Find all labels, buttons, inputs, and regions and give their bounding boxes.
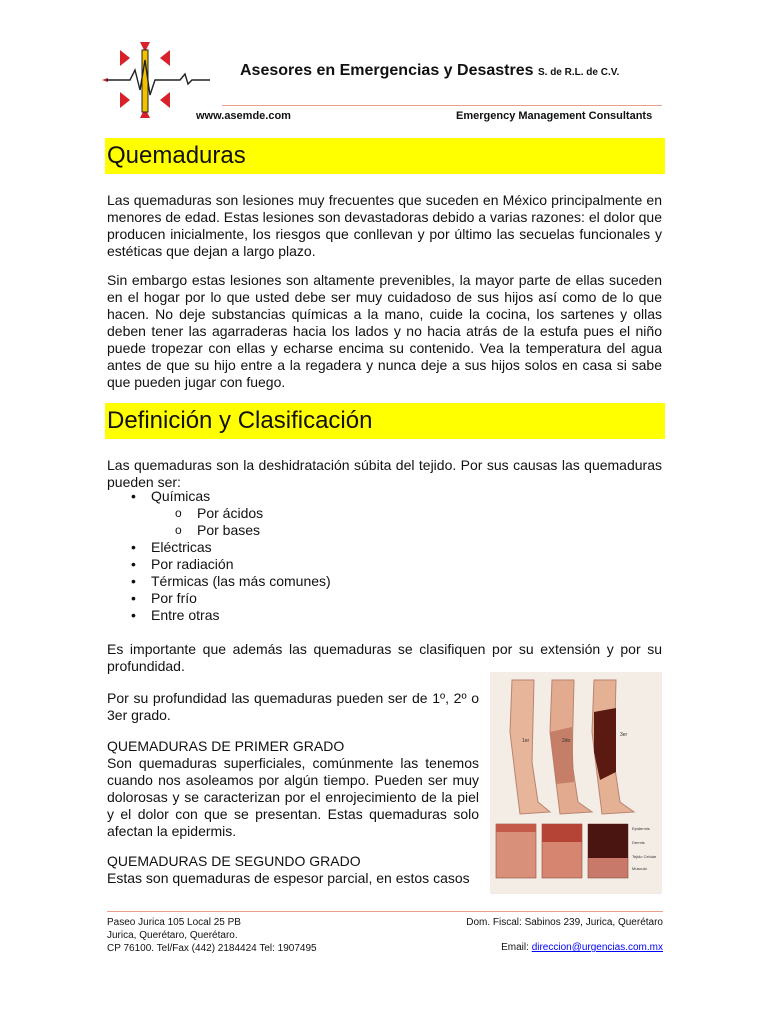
logo-pulse-line bbox=[106, 60, 210, 95]
second-degree-paragraph: Estas son quemaduras de espesor parcial, en estos casos bbox=[107, 870, 470, 886]
website-text: www.asemde.com bbox=[196, 110, 291, 122]
layer-label: Dermis bbox=[632, 840, 645, 845]
list-item: • Por radiación bbox=[107, 556, 507, 573]
logo-triangle-right-bottom bbox=[160, 92, 170, 108]
logo-triangle-left-top bbox=[120, 50, 130, 66]
email-label: Email: bbox=[501, 942, 529, 953]
section-heading-band bbox=[105, 403, 665, 439]
intro-paragraph: Las quemaduras son lesiones muy frecuentes que suceden en México principalmente en menores de edad. Estas lesiones son devastadoras debido a varias razones: el dolor que producen inicialmente, los riesgos que conllevan y por último las secuelas funcionales y estéticas que dejan a largo plazo. bbox=[107, 192, 662, 259]
address-line: Paseo Jurica 105 Local 25 PB bbox=[107, 917, 241, 928]
header-rule bbox=[222, 105, 662, 106]
logo-bar bbox=[142, 50, 148, 112]
list-item: • Eléctricas bbox=[107, 539, 507, 556]
company-logo bbox=[100, 40, 212, 120]
causes-list bbox=[107, 488, 507, 624]
address-line: CP 76100. Tel/Fax (442) 2184424 Tel: 1907495 bbox=[107, 943, 317, 954]
footer-fiscal: Dom. Fiscal: Sabinos 239, Jurica, Querétaro bbox=[466, 917, 663, 928]
list-item: o Por ácidos bbox=[107, 505, 507, 522]
charred-layer bbox=[588, 824, 628, 858]
footer-address bbox=[107, 916, 317, 955]
layer-label: Músculo bbox=[632, 866, 647, 871]
classification-paragraph: Es importante que además las quemaduras se clasifiquen por su extensión y por su profundidad. bbox=[107, 641, 662, 674]
layer-label: Tejido Celular bbox=[632, 854, 657, 859]
company-name: Asesores en Emergencias y Desastres S. de R.L. de C.V. bbox=[240, 62, 620, 79]
depth-paragraph: Por su profundidad las quemaduras pueden ser de 1º, 2º o 3er grado. bbox=[107, 690, 479, 723]
email-link[interactable]: direccion@urgencias.com.mx bbox=[531, 942, 663, 953]
skin-block-first bbox=[496, 824, 536, 878]
epidermis-layer bbox=[496, 824, 536, 832]
footer-email bbox=[501, 941, 663, 954]
definition-paragraph: Las quemaduras son la deshidratación súbita del tejido. Por sus causas las quemaduras pueden ser: bbox=[107, 457, 662, 490]
list-item: • Entre otras bbox=[107, 607, 507, 624]
blister-layer bbox=[542, 824, 582, 842]
prevention-paragraph: Sin embargo estas lesiones son altamente prevenibles, la mayor parte de ellas suceden en el hogar por lo que usted debe ser muy cuidadoso de sus hijos así como de lo que hacen. No deje substancias químicas a la mano, cuide la cocina, los sartenes y ollas deben tener las agarraderas hacia los lados y no hacia atrás de la estufa pues el niño puede tropezar con ellas y echarse encima su contenido. Vea la temperatura del agua antes de que su hijo entre a la regadera y nunca deje a sus hijos solos en casa si sabe que pueden jugar con fuego. bbox=[107, 272, 662, 390]
list-item: • Por frío bbox=[107, 590, 507, 607]
second-degree-heading: QUEMADURAS DE SEGUNDO GRADO bbox=[107, 853, 361, 869]
label-second: 2do bbox=[562, 738, 571, 744]
address-line: Jurica, Querétaro, Querétaro. bbox=[107, 930, 238, 941]
first-degree-heading: QUEMADURAS DE PRIMER GRADO bbox=[107, 738, 345, 754]
first-degree-paragraph: Son quemaduras superficiales, comúnmente las tenemos cuando nos asoleamos por algún tiempo. Pueden ser muy dolorosas y se caracterizan por el enrojecimiento de la piel y el dolor con que se presentan. Estas quemaduras solo afectan la epidermis. bbox=[107, 755, 479, 839]
label-third: 3er bbox=[620, 732, 628, 738]
list-item: o Por bases bbox=[107, 522, 507, 539]
logo-triangle-right-top bbox=[160, 50, 170, 66]
section-title-quemaduras: Quemaduras bbox=[107, 142, 246, 169]
logo-triangle-left-bottom bbox=[120, 92, 130, 108]
label-first: 1er bbox=[522, 738, 530, 744]
burn-degrees-illustration bbox=[490, 672, 662, 894]
layer-label: Epidermis bbox=[632, 826, 650, 831]
footer-rule bbox=[107, 911, 663, 912]
tagline-text: Emergency Management Consultants bbox=[456, 110, 653, 122]
list-item: • Térmicas (las más comunes) bbox=[107, 573, 507, 590]
section-heading-band bbox=[105, 138, 665, 174]
section-title-definicion: Definición y Clasificación bbox=[107, 407, 373, 434]
list-item: • Químicas bbox=[107, 488, 507, 505]
